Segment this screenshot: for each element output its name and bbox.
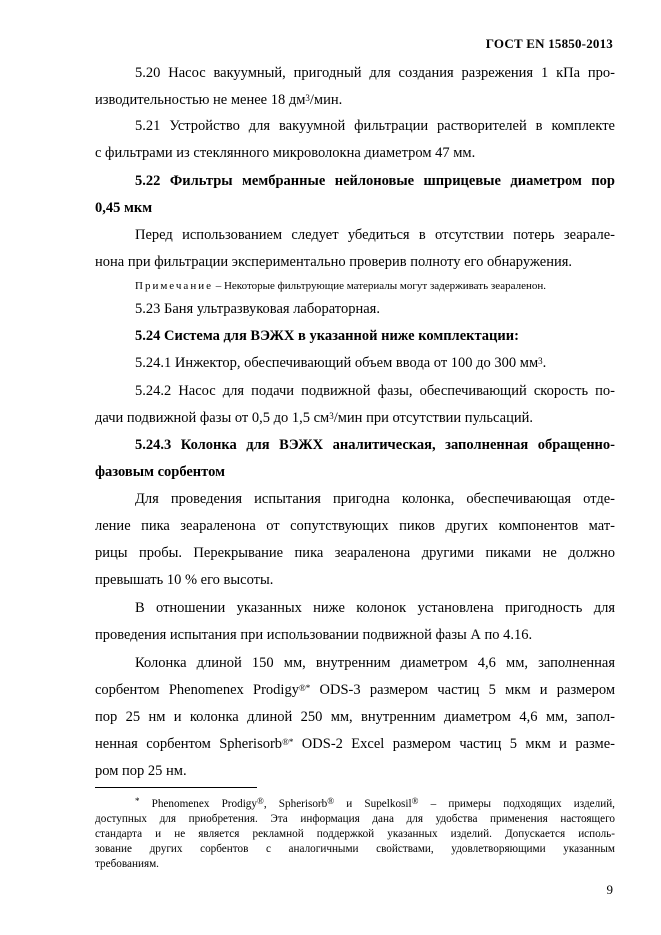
para-length-line-2: сорбентом Phenomenex Prodigy®* ODS-3 размером частиц 5 мкм и размером — [95, 682, 616, 698]
para-5-24-2-line-1: 5.24.2 Насос для подачи подвижной фазы, обеспечивающий скорость по- — [135, 383, 615, 399]
footnote-line-1: * Phenomenex Prodigy®, Spherisorb® и Supelkosil® – примеры подходящих изделий, — [135, 796, 615, 810]
para-5-21-line-2: с фильтрами из стеклянного микроволокна диаметром 47 мм. — [95, 145, 476, 161]
footnote-line-5: требованиям. — [95, 858, 159, 870]
para-5-20-line-1: 5.20 Насос вакуумный, пригодный для создания разрежения 1 кПа про- — [135, 65, 615, 81]
para-5-24-heading: 5.24 Система для ВЭЖХ в указанной ниже комплектации: — [135, 328, 519, 344]
page-number: 9 — [606, 882, 613, 897]
para-5-22-heading-line-2: 0,45 мкм — [95, 200, 153, 216]
para-length-line-5: ром пор 25 нм. — [95, 763, 187, 779]
para-5-21-line-1: 5.21 Устройство для вакуумной фильтрации растворителей в комплекте — [135, 118, 615, 134]
footnote-line-4: зование других сорбентов с аналогичными свойствами, удовлетворяющими указанным — [95, 843, 615, 855]
footnote-separator — [95, 787, 257, 788]
footnote-line-2: доступных для приобретения. Эта информация дана для удобства применения настоящего — [95, 813, 615, 825]
para-5-20-line-2: изводительностью не менее 18 $дм^3$/мин. — [95, 92, 343, 108]
para-5-22-heading-line-1: 5.22 Фильтры мембранные нейлоновые шприцевые диаметром пор — [135, 173, 615, 189]
para-column-line-4: превышать 10 % его высоты. — [95, 572, 274, 588]
para-5-24-3-heading-line-1: 5.24.3 Колонка для ВЭЖХ аналитическая, заполненная обращенно- — [135, 437, 615, 453]
para-length-line-3: пор 25 нм и колонка длиной 250 мм, внутренним диаметром 4,6 мм, запол- — [95, 709, 615, 725]
para-5-23: 5.23 Баня ультразвуковая лабораторная. — [135, 301, 380, 317]
para-before-use-line-2: нона при фильтрации экспериментально проверив полноту его обнаружения. — [95, 254, 573, 270]
para-column-line-2: ление пика зеараленона от сопутствующих пиков других компонентов мат- — [95, 518, 615, 534]
note-label: Примечание — [135, 280, 213, 292]
para-column-line-1: Для проведения испытания пригодна колонка, обеспечивающая отде- — [135, 491, 615, 507]
para-5-24-3-heading-line-2: фазовым сорбентом — [95, 464, 225, 480]
para-length-line-1: Колонка длиной 150 мм, внутренним диаметром 4,6 мм, заполненная — [135, 655, 615, 671]
note-line — [135, 277, 615, 295]
para-column-line-3: рицы пробы. Перекрывание пика зеараленона другими пиками не должно — [95, 545, 615, 561]
para-regard-line-1: В отношении указанных ниже колонок установлена пригодность для — [135, 600, 615, 616]
para-5-24-1: 5.24.1 Инжектор, обеспечивающий объем ввода от 100 до 300 $мм^3$. — [135, 355, 547, 371]
para-length-line-4: ненная сорбентом Spherisorb®* ODS-2 Excel размером частиц 5 мкм и разме- — [95, 736, 615, 752]
note-text: – Некоторые фильтрующие материалы могут задерживать зеараленон. — [212, 280, 546, 292]
para-before-use-line-1: Перед использованием следует убедиться в отсутствии потерь зеарале- — [135, 227, 615, 243]
para-5-24-2-line-2: дачи подвижной фазы от 0,5 до 1,5 $см^3$/мин при отсутствии пульсаций. — [95, 410, 533, 426]
footnote-line-3: стандарта и не является рекламной поддержкой указанных изделий. Допускается исполь- — [95, 828, 615, 840]
page-header-standard: ГОСТ EN 15850-2013 — [485, 36, 613, 51]
para-regard-line-2: проведения испытания при использовании подвижной фазы А по 4.16. — [95, 627, 533, 643]
